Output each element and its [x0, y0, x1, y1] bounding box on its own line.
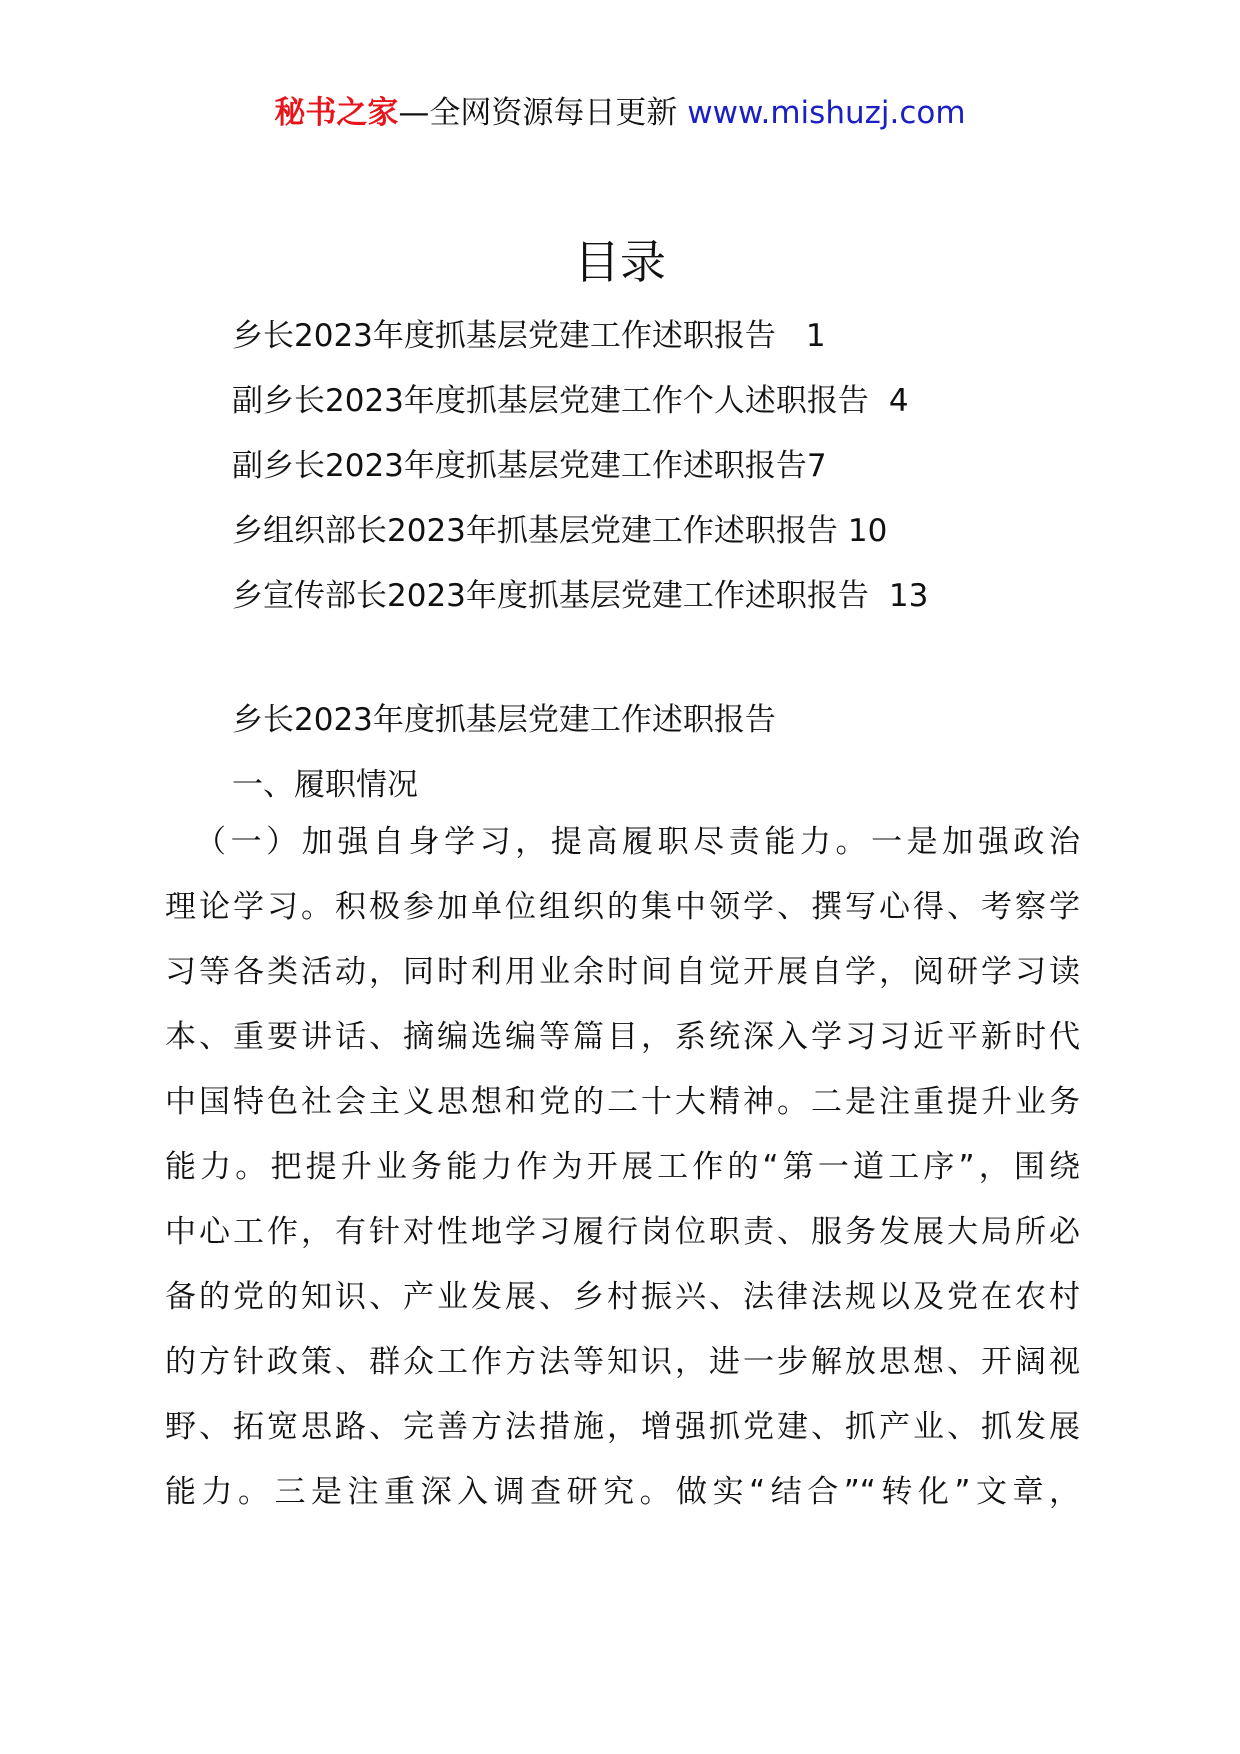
- toc-item-page: 7: [806, 448, 827, 484]
- body-line: 备的党的知识、产业发展、乡村振兴、法律法规以及党在农村: [165, 1279, 1080, 1315]
- toc-item-page: 10: [847, 513, 888, 549]
- body-line: 能力。把提升业务能力作为开展工作的“第一道工序”，围绕: [165, 1149, 1080, 1185]
- site-header: [0, 93, 1240, 133]
- toc-item[interactable]: [232, 564, 928, 629]
- body-line: （一）加强自身学习，提高履职尽责能力。一是加强政治: [195, 824, 1080, 860]
- body-line: 中心工作，有针对性地学习履行岗位职责、服务发展大局所必: [165, 1214, 1080, 1250]
- toc-item[interactable]: [232, 499, 928, 564]
- body-line: 中国特色社会主义思想和党的二十大精神。二是注重提升业务: [165, 1084, 1080, 1120]
- toc-item[interactable]: [232, 369, 928, 434]
- toc-item-label: 乡长2023年度抓基层党建工作述职报告: [232, 318, 776, 354]
- section-heading: 一、履职情况: [232, 767, 418, 803]
- site-url-link[interactable]: www.mishuzj.com: [687, 95, 966, 131]
- body-line: 本、重要讲话、摘编选编等篇目，系统深入学习习近平新时代: [165, 1019, 1080, 1055]
- body-line: 理论学习。积极参加单位组织的集中领学、撰写心得、考察学: [165, 889, 1080, 925]
- toc-item-label: 乡宣传部长2023年度抓基层党建工作述职报告: [232, 578, 869, 614]
- toc-item-label: 乡组织部长2023年抓基层党建工作述职报告: [232, 513, 838, 549]
- toc-item-label: 副乡长2023年度抓基层党建工作个人述职报告: [232, 383, 869, 419]
- article-title: 乡长2023年度抓基层党建工作述职报告: [232, 702, 776, 738]
- toc-item-label: 副乡长2023年度抓基层党建工作述职报告: [232, 448, 807, 484]
- article-body: [165, 810, 1080, 1525]
- body-line: 能力。三是注重深入调查研究。做实“结合”“转化”文章，: [165, 1474, 1080, 1510]
- body-line: 的方针政策、群众工作方法等知识，进一步解放思想、开阔视: [165, 1344, 1080, 1380]
- toc-item-page: 1: [805, 318, 826, 354]
- header-tagline: —全网资源每日更新: [398, 95, 678, 131]
- table-of-contents: [232, 304, 928, 629]
- toc-item-page: 13: [888, 578, 929, 614]
- body-line: 野、拓宽思路、完善方法措施，增强抓党建、抓产业、抓发展: [165, 1409, 1080, 1445]
- toc-title: 目录: [574, 235, 666, 289]
- toc-item-page: 4: [888, 383, 909, 419]
- toc-item[interactable]: [232, 434, 928, 499]
- brand-name: 秘书之家: [274, 95, 399, 131]
- body-line: 习等各类活动，同时利用业余时间自觉开展自学，阅研学习读: [165, 954, 1080, 990]
- toc-item[interactable]: [232, 304, 928, 369]
